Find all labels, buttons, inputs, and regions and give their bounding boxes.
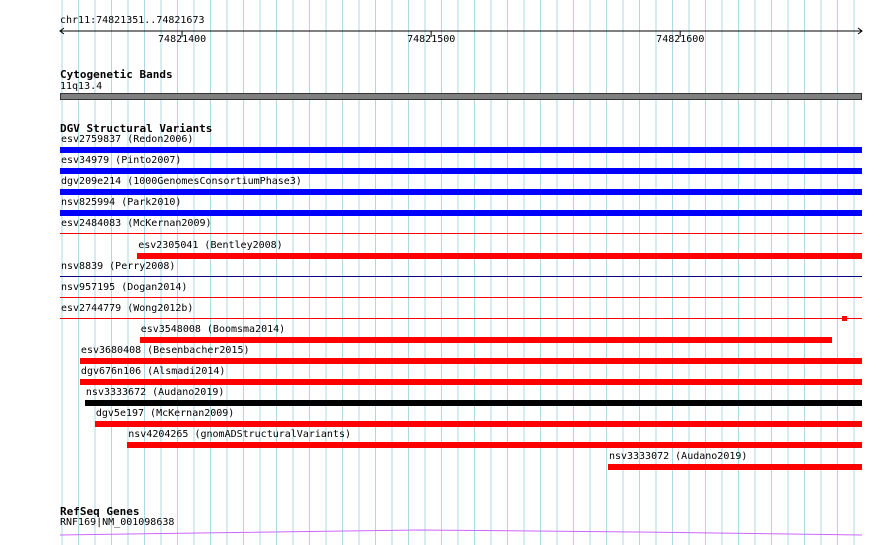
variant-bar[interactable] <box>60 147 862 153</box>
variant-bar[interactable] <box>60 297 862 298</box>
variant-label: esv3680408 (Besenbacher2015) <box>80 345 250 356</box>
variant-label: esv2305041 (Bentley2008) <box>138 239 283 251</box>
variant-label: nsv3333672 (Audano2019) <box>85 387 225 399</box>
ruler-tick-label: 74821500 <box>407 34 456 45</box>
variant-label: dgv5e197 (McKernan2009) <box>95 408 235 420</box>
variant-label: esv3548008 (Boomsma2014) <box>140 323 286 335</box>
variant-label: esv2744779 (Wong2012b) <box>61 302 194 314</box>
variant-bar[interactable] <box>60 210 862 216</box>
variant-bar[interactable] <box>127 442 862 448</box>
variant-label: nsv3333072 (Audano2019) <box>608 450 748 462</box>
variant-bar[interactable] <box>60 189 862 195</box>
variant-label: nsv825994 (Park2010) <box>61 197 182 209</box>
ruler-tick-label: 74821400 <box>158 34 207 45</box>
variant-bar[interactable] <box>140 337 832 343</box>
variant-label: nsv957195 (Dogan2014) <box>61 281 188 293</box>
variant-bar[interactable] <box>60 318 862 319</box>
variant-bar[interactable] <box>608 464 862 470</box>
variant-label: dgv676n106 (Alsmadi2014) <box>80 366 226 378</box>
variant-block[interactable] <box>842 316 847 321</box>
variant-label: nsv8839 (Perry2008) <box>61 260 176 272</box>
ruler-axis <box>0 22 890 72</box>
variant-label: dgv209e214 (1000GenomesConsortiumPhase3) <box>61 176 302 188</box>
dgv-track-title: DGV Structural Variants <box>60 122 213 135</box>
variant-bar[interactable] <box>137 253 862 259</box>
ruler-tick-label: 74821600 <box>656 34 705 45</box>
variant-bar[interactable] <box>60 233 862 234</box>
cytoband-bar[interactable] <box>60 93 862 100</box>
variant-bar[interactable] <box>95 421 862 427</box>
variant-label: esv2484083 (McKernan2009) <box>61 218 212 230</box>
variant-bar[interactable] <box>60 168 862 174</box>
cytoband-track-title: Cytogenetic Bands <box>60 68 173 81</box>
variant-bar[interactable] <box>80 358 862 364</box>
variant-bar[interactable] <box>60 276 862 277</box>
refseq-gene-feature[interactable] <box>0 525 890 545</box>
variant-bar[interactable] <box>80 379 862 385</box>
refseq-track-title: RefSeq Genes <box>60 505 140 518</box>
cytoband-label: 11q13.4 <box>60 81 103 92</box>
variant-bar[interactable] <box>85 400 862 406</box>
refseq-gene-line <box>60 530 862 535</box>
variant-label: nsv4204265 (gnomADStructuralVariants) <box>128 429 351 441</box>
variant-label: esv2759837 (Redon2006) <box>61 134 194 145</box>
refseq-gene-label: RNF169|NM_001098638 <box>60 517 175 528</box>
region-label: chr11:74821351..74821673 <box>60 15 205 26</box>
variant-label: esv34979 (Pinto2007) <box>61 155 182 167</box>
